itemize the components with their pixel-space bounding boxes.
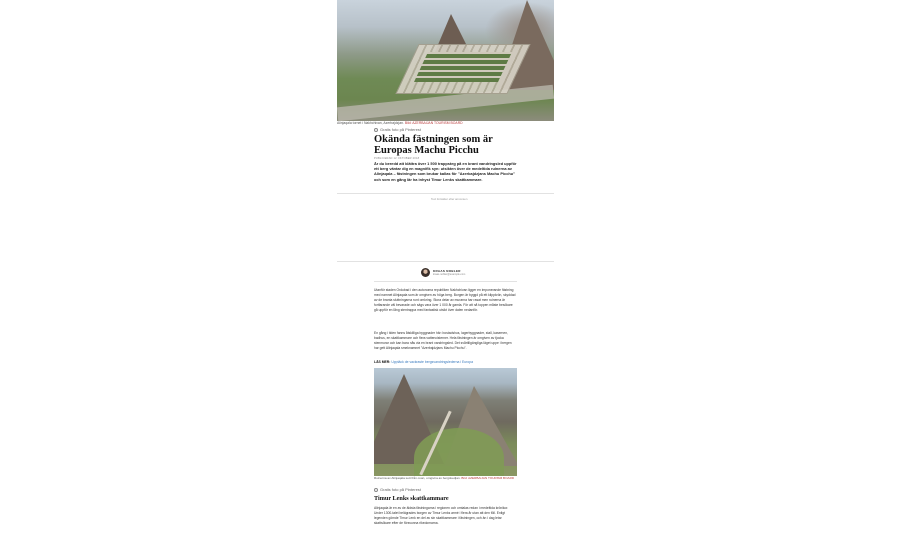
read-more	[374, 360, 473, 364]
hero-image	[337, 0, 554, 121]
author-name: KRAAS NOBLER	[433, 269, 461, 273]
divider	[337, 193, 554, 194]
body-paragraph: Alinjaqala är en av de äldsta fästningarna i regionen och omtalas redan i medeltida krönikor. Under 1300-talet belägrades borgen av Timur Lenks armé i flera år utan att den föll. Enligt legenden gömde Timur Lenk en del av sin skattkammare i fästningen, och än i dag letar skattsökare efter de försvunna rikedomarna.	[374, 506, 509, 525]
divider	[337, 261, 554, 262]
hero-caption-credit: Bild: AZERBAIJAN TOURISM BOARD	[404, 121, 463, 125]
author-email[interactable]: kraas.nobler@example.com	[433, 273, 466, 276]
body-paragraph: Utanför staden Ordubad i den autonoma republiken Nakhchivan ligger en imponerande fästning med namnet Alinjaqala som är omgiven av höga berg. Borgen är byggd på ett klippkrön, skyddad av de branta sluttningarna runt omkring. Stora delar av murarna har rasat men ruinerna är fortfarande väl bevarade och sägs vara över 1 000 år gamla. För att nå toppen måste besökare gå uppför en lång stentrappa med fantastisk utsikt över dalen nedanför.	[374, 288, 516, 312]
body-paragraph: En gång i tiden fanns åtskilliga byggnader här: bostadshus, lagerbyggnader, stall, kasernen, badhus, en skattkammare och flera vattencisterner. Hela fästningen är omgiven av tjocka stenmurar och kan bara nås via en brant vandringsled. Det svårtillgängliga läget uppe i bergen har gett Alinjaqala smeknamnet "Azerbajdzjans Machu Picchu".	[374, 331, 512, 350]
image-caption	[374, 476, 519, 480]
page-title: Okända fästningen som är Europas Machu Picchu	[374, 134, 493, 156]
pinterest-icon	[374, 128, 378, 132]
section-heading: Timur Lenks skattkammare	[374, 495, 449, 502]
avatar	[421, 268, 430, 277]
fortress-courtyard-shape	[414, 52, 512, 82]
hero-pinterest-link[interactable]	[374, 127, 421, 132]
hero-caption-text: Alinjaqala tornet i Nakhchivan, Azerbajdzjan.	[337, 121, 404, 125]
image-pinterest-label: Gratis foto på Pinterest	[380, 487, 421, 492]
read-more-link[interactable]: Upptäck de vackraste bergsvandringslederna i Europa	[391, 360, 473, 364]
hero-pinterest-label: Gratis foto på Pinterest	[380, 127, 421, 132]
publish-date: PUBLICERAD 12 OKTOBER 2018	[374, 157, 420, 160]
image-caption-text: Ruinerna av Alinjaqala sett från ovan, omgivna av bergskedjan.	[374, 476, 461, 480]
article-image	[374, 368, 517, 476]
image-caption-credit: Bild: AZERBAIJAN TOURISM BOARD	[461, 476, 515, 480]
ad-label: Text fortsätter efter annonsen	[431, 197, 468, 201]
read-more-label: LÄS MER:	[374, 360, 391, 364]
article-lead: Är du beredd att klättra över 1 500 trappsteg på en brant vandringsled uppför ett berg väntar dig en magnifik syn: utsikten över de medeltida ruinerna av Alinjaqala – fästningen som brukar kallas för "Azerbajdzjans Machu Picchu" och som en gång lär ha inhyst Timur Lenks skattkammare.	[374, 161, 517, 182]
pinterest-icon	[374, 488, 378, 492]
image-pinterest-link[interactable]	[374, 487, 421, 492]
divider	[374, 281, 517, 282]
hero-caption	[337, 121, 554, 126]
author-byline[interactable]	[421, 268, 465, 277]
